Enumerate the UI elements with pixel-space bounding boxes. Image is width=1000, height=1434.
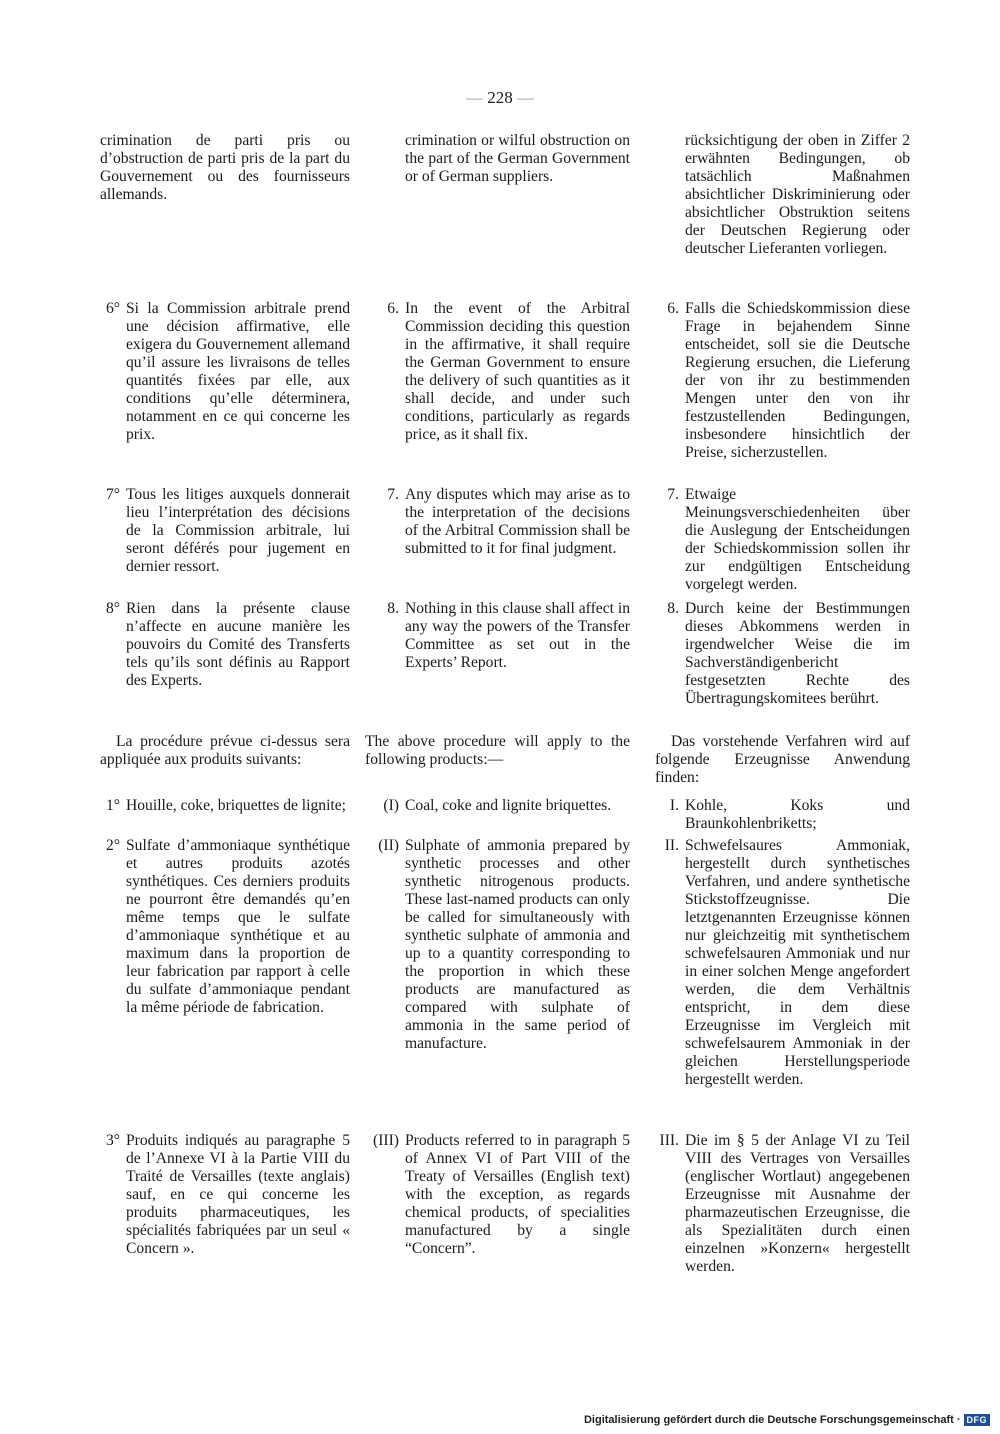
french-item-8 bbox=[100, 600, 350, 690]
german-product-3 bbox=[655, 1132, 910, 1276]
dfg-logo-icon: DFG bbox=[964, 1414, 991, 1426]
item-number: (III) bbox=[373, 1132, 399, 1149]
french-item-6 bbox=[100, 300, 350, 444]
page-number-dash-right: — bbox=[517, 88, 534, 107]
page-number bbox=[0, 88, 1000, 108]
item-number: 8. bbox=[667, 600, 679, 617]
page-number-value: 228 bbox=[487, 88, 513, 107]
item-number: 7. bbox=[387, 486, 399, 503]
item-number: 6. bbox=[667, 300, 679, 317]
item-text: Si la Commission arbitrale prend une décision affirmative, elle exigera du Gouvernement allemand qu’il assure les livraisons de telles quantités fixées par elle, aux conditions qu’elle déterminera, notamment en ce qui concerne les prix. bbox=[126, 300, 350, 443]
german-product-1 bbox=[655, 797, 910, 833]
english-item-6 bbox=[365, 300, 630, 444]
english-product-3 bbox=[365, 1132, 630, 1258]
item-number: I. bbox=[669, 797, 679, 814]
item-text: Durch keine der Bestimmungen dieses Abkommens werden in irgendwelcher Weise die im Sachverständigenbericht festgesetzten Rechte des Übertragungskomitees berührt. bbox=[685, 600, 910, 707]
item-number: 1° bbox=[105, 797, 120, 814]
german-intro bbox=[655, 733, 910, 787]
french-product-2 bbox=[100, 837, 350, 1017]
item-text: Kohle, Koks und Braunkohlenbriketts; bbox=[685, 797, 910, 832]
item-text: Rien dans la présente clause n’affecte en aucune manière les pouvoirs du Comité des Transferts tels qu’ils sont définis au Rapport des Experts. bbox=[126, 600, 350, 689]
item-text: Falls die Schiedskommission diese Frage in bejahendem Sinne entscheidet, soll sie die Deutsche Regierung ersuchen, die Lieferung der von ihr zu bestimmenden Mengen unter den von ihr festzustellenden Bedingungen, insbesondere hinsichtlich der Preise, sicherzustellen. bbox=[685, 300, 910, 461]
english-intro-text: The above procedure will apply to the following products:— bbox=[365, 733, 630, 768]
french-product-3 bbox=[100, 1132, 350, 1258]
french-intro-text: La procédure prévue ci-dessus sera appliquée aux produits suivants: bbox=[100, 733, 350, 768]
english-item-7 bbox=[365, 486, 630, 558]
item-text: Products referred to in paragraph 5 of Annex VI of Part VIII of the Treaty of Versailles (English text) with the exception, as regards chemical products, of specialities manufactured by a single “Concern”. bbox=[405, 1132, 630, 1257]
item-text: Any disputes which may arise as to the interpretation of the decisions of the Arbitral Commission shall be submitted to it for final judgment. bbox=[405, 486, 630, 557]
item-number: 8. bbox=[387, 600, 399, 617]
item-number: 3° bbox=[105, 1132, 120, 1149]
digitization-footer bbox=[584, 1414, 990, 1426]
item-number: 6° bbox=[105, 300, 120, 317]
item-number: 2° bbox=[105, 837, 120, 854]
english-product-1 bbox=[365, 797, 630, 815]
french-continuation bbox=[100, 132, 350, 204]
item-text: Die im § 5 der Anlage VI zu Teil VIII des Vertrages von Versailles (englischer Wortlaut) angegebenen Erzeugnisse mit Ausnahme der pharmazeutischen Erzeugnisse, die als Spezialitäten durch einen einzelnen »Konzern« hergestellt werden. bbox=[685, 1132, 910, 1275]
french-intro bbox=[100, 733, 350, 769]
item-number: 8° bbox=[105, 600, 120, 617]
item-text: Schwefelsaures Ammoniak, hergestellt durch synthetisches Verfahren, und andere synthetische Stickstoffzeugnisse. Die letztgenannten Erzeugnisse können nur gleichzeitig mit synthetischem schwefelsauren Ammoniak und nur in einer solchen Menge angefordert werden, die dem Verhältnis entspricht, in dem diese Erzeugnisse im Vergleich mit schwefelsaurem Ammoniak in der gleichen Herstellungsperiode hergestellt werden. bbox=[685, 837, 910, 1088]
item-text: Nothing in this clause shall affect in any way the powers of the Transfer Committee as set out in the Experts’ Report. bbox=[405, 600, 630, 671]
item-text: Houille, coke, briquettes de lignite; bbox=[126, 797, 346, 814]
item-text: Coal, coke and lignite briquettes. bbox=[405, 797, 612, 814]
item-number: III. bbox=[659, 1132, 679, 1149]
french-item-7 bbox=[100, 486, 350, 576]
item-number: 7° bbox=[105, 486, 120, 503]
item-text: In the event of the Arbitral Commission deciding this question in the affirmative, it shall require the German Government to ensure the delivery of such quantities as it shall decide, and under such conditions, particularly as regards price, as it shall fix. bbox=[405, 300, 630, 443]
item-number: (II) bbox=[378, 837, 399, 854]
item-text: Sulphate of ammonia prepared by synthetic processes and other synthetic nitrogenous products. These last-named products can only be called for simultaneously with synthetic sulphate of ammonia and up to a quantity corresponding to the proportion in which these products are manufactured as compared with sulphate of ammonia in the same period of manufacture. bbox=[405, 837, 630, 1052]
french-product-1 bbox=[100, 797, 350, 815]
german-item-7 bbox=[655, 486, 910, 594]
english-continuation bbox=[365, 132, 630, 186]
page-number-dash-left: — bbox=[466, 88, 483, 107]
item-number: 7. bbox=[667, 486, 679, 503]
item-number: II. bbox=[664, 837, 679, 854]
item-number: 6. bbox=[387, 300, 399, 317]
item-text: Tous les litiges auxquels donnerait lieu l’interprétation des décisions de la Commission arbitrale, lui seront déférés pour jugement en dernier ressort. bbox=[126, 486, 350, 575]
english-continuation-text: crimination or wilful obstruction on the part of the German Government or of German suppliers. bbox=[405, 132, 630, 185]
english-product-2 bbox=[365, 837, 630, 1053]
german-product-2 bbox=[655, 837, 910, 1089]
german-item-8 bbox=[655, 600, 910, 708]
item-number: (I) bbox=[383, 797, 399, 814]
german-continuation-text: rücksichtigung der oben in Ziffer 2 erwähnten Bedingungen, ob tatsächlich Maßnahmen absichtlicher Diskriminierung oder absichtlicher Obstruktion seitens der Deutschen Regierung oder deutscher Lieferanten vorliegen. bbox=[685, 132, 910, 257]
english-intro bbox=[365, 733, 630, 769]
german-item-6 bbox=[655, 300, 910, 462]
item-text: Produits indiqués au paragraphe 5 de l’Annexe VI à la Partie VIII du Traité de Versailles (texte anglais) sauf, en ce qui concerne les produits pharmaceutiques, les spécialités fabriquées par un seul « Concern ». bbox=[126, 1132, 350, 1257]
item-text: Etwaige Meinungsverschiedenheiten über die Auslegung der Entscheidungen der Schiedskommission sollen ihr zur endgültigen Entscheidung vorgelegt werden. bbox=[685, 486, 910, 593]
item-text: Sulfate d’ammoniaque synthétique et autres produits azotés synthétiques. Ces derniers produits ne pourront être demandés qu’en même temps que le sulfate d’ammoniaque synthétique et au maximum dans la proportion de leur fabrication par rapport à celle du sulfate d’ammoniaque pendant la même période de fabrication. bbox=[126, 837, 350, 1016]
footer-text: Digitalisierung gefördert durch die Deutsche Forschungsgemeinschaft · bbox=[583, 1414, 961, 1426]
german-intro-text: Das vorstehende Verfahren wird auf folgende Erzeugnisse Anwendung finden: bbox=[655, 733, 910, 786]
german-continuation bbox=[655, 132, 910, 258]
french-continuation-text: crimination de parti pris ou d’obstruction de parti pris de la part du Gouvernement ou des fournisseurs allemands. bbox=[100, 132, 350, 203]
english-item-8 bbox=[365, 600, 630, 672]
